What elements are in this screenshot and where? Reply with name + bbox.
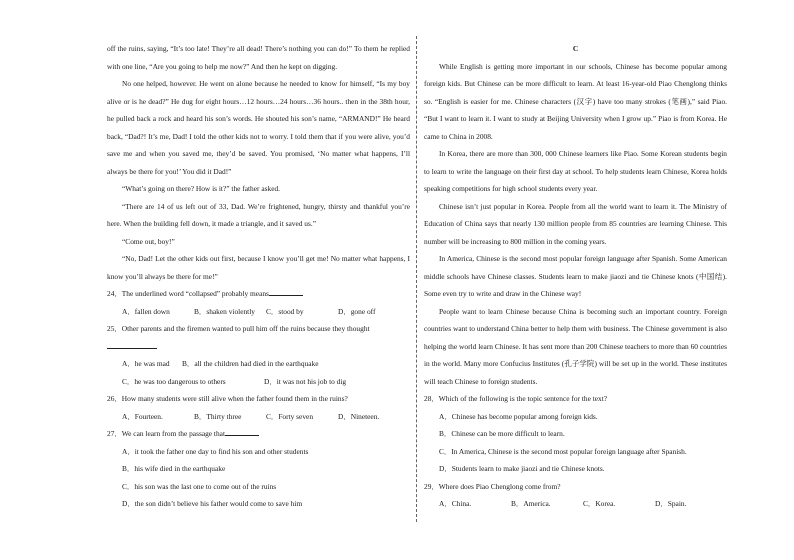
question-24-options (107, 303, 410, 321)
answer-blank (107, 340, 157, 349)
passage-paragraph: “There are 14 of us left out of 33, Dad. We’re frightened, hungry, thirsty and thankful you’re here. When the building fell down, it made a triangle, and it saved us.” (107, 201, 410, 228)
option-b[interactable]: B．shaken violently (194, 306, 255, 316)
option-b[interactable]: B．Thirty three (194, 411, 242, 421)
question-stem: 25．Other parents and the firemen wanted to pull him off the ruins because they thought (107, 324, 370, 333)
question-25-options-ab (107, 355, 410, 373)
passage-paragraph: People want to learn Chinese because China is becoming such an important country. Foreign countries want to understand China better to help them with business. The Chinese government is also helping the world learn Chinese. It has sent more than 200 Chinese teachers to more than 60 countries in the world. Many more Confucius Institutes (孔子学院) will be set up in the world. These institutes will teach Chinese to foreign students. (424, 306, 727, 386)
passage-paragraph: In Korea, there are more than 300, 000 Chinese learners like Piao. Some Korean students begin to learn to write the language on their first day at school. To help students learn Chinese, Korea holds speaking competitions for high school students every year. (424, 149, 727, 193)
passage-paragraph: No one helped, however. He went on alone because he needed to know for himself, “Is my boy alive or is he dead?” He dug for eight hours…12 hours…24 hours…36 hours.. then in the 38th hour, he pulled back a rock and heard his son’s words. He shouted his son’s name, “ARMAND!” He heard back, “Dad?! It’s me, Dad! I told the other kids not to worry. I told them that if you were alive, you’d save me and when you saved me, they’d be saved. You promised, ‘No matter what happens, I’ll always be there for you!’ You did it Dad!” (107, 79, 410, 176)
passage-paragraph: “No, Dad! Let the other kids out first, because I know you’ll get me! No matter what happens, I know you’ll always be there for me!” (107, 254, 410, 281)
question-29-options (424, 495, 727, 513)
option-c[interactable]: C．he was too dangerous to others (122, 376, 226, 386)
option-c[interactable]: C．Korea. (583, 499, 616, 508)
option-b[interactable]: B．America. (511, 499, 551, 508)
option-d[interactable]: D．the son didn’t believe his father would come to save him (122, 499, 303, 508)
option-a[interactable]: A．Chinese has become popular among foreign kids. (439, 411, 598, 421)
question-24 (107, 285, 410, 303)
passage-paragraph: Chinese isn’t just popular in Korea. People from all the world want to learn it. The Ministry of Education of China says that nearly 130 million people from 85 countries are learning Chinese. This number will be increasing to 800 million in the coming years. (424, 201, 727, 246)
question-25 (107, 320, 410, 355)
passage-paragraph: “Come out, boy!” (122, 236, 175, 246)
option-c[interactable]: C．In America, Chinese is the second most popular foreign language after Spanish. (439, 446, 687, 456)
option-d[interactable]: D．gone off (338, 306, 376, 316)
question-26-options (107, 408, 410, 426)
question-29: 29．Where does Piao Chenglong come from? (424, 481, 561, 491)
option-b[interactable]: B．all the children had died in the earthquake (182, 359, 319, 368)
option-a[interactable]: A．fallen down (122, 306, 170, 316)
option-d[interactable]: D．Spain. (655, 499, 687, 508)
question-stem: 24．The underlined word “collapsed” probably means (107, 289, 269, 298)
option-a[interactable]: A．it took the father one day to find his son and other students (122, 446, 309, 456)
option-a[interactable]: A．China. (439, 499, 472, 508)
option-c[interactable]: C．Forty seven (266, 411, 314, 421)
option-a[interactable]: A．he was mad (122, 359, 170, 368)
question-25-options-cd (107, 373, 410, 391)
right-column (424, 40, 727, 513)
option-b[interactable]: B．Chinese can be more difficult to learn. (439, 429, 565, 438)
option-d[interactable]: D．Nineteen. (338, 411, 380, 421)
passage-paragraph: “What’s going on there? How is it?” the father asked. (122, 184, 281, 193)
question-28: 28．Which of the following is the topic sentence for the text? (424, 394, 608, 403)
question-27 (107, 425, 410, 443)
option-d[interactable]: D．it was not his job to dig (264, 376, 347, 386)
option-c[interactable]: C．stood by (266, 306, 304, 316)
option-c[interactable]: C．his son was the last one to come out of the ruins (122, 481, 277, 491)
answer-blank (225, 427, 259, 436)
column-divider (416, 36, 417, 522)
question-26: 26．How many students were still alive when the father found them in the ruins? (107, 394, 348, 403)
section-heading: C (572, 44, 579, 53)
option-a[interactable]: A．Fourteen. (122, 411, 163, 421)
answer-blank (269, 287, 303, 296)
passage-paragraph: In America, Chinese is the second most popular foreign language after Spanish. Some American middle schools have Chinese classes. Students learn to make jiaozi and tie Chinese knots (中国结). Some even try to write and draw in the Chinese way! (424, 254, 727, 298)
question-stem: 27．We can learn from the passage that (107, 429, 226, 438)
passage-paragraph: off the ruins, saying, “It’s too late! They’re all dead! There’s nothing you can do!” To them he replied with one line, “Are you going to help me now?” And then he kept on digging. (107, 44, 410, 71)
passage-paragraph: While English is getting more important in our schools, Chinese has become popular among foreign kids. But Chinese can be more difficult to learn. At least 16-year-old Piao Chenglong thinks so. “English is easier for me. Chinese characters (汉字) have too many strokes (笔画),” said Piao. “But I want to learn it. I want to study at Beijing University when I grow up.” Piao is from Korea. He came to China in 2008. (424, 61, 727, 141)
left-column (107, 40, 410, 513)
option-d[interactable]: D．Students learn to make jiaozi and tie Chinese knots. (439, 464, 605, 473)
option-b[interactable]: B．his wife died in the earthquake (122, 464, 226, 473)
